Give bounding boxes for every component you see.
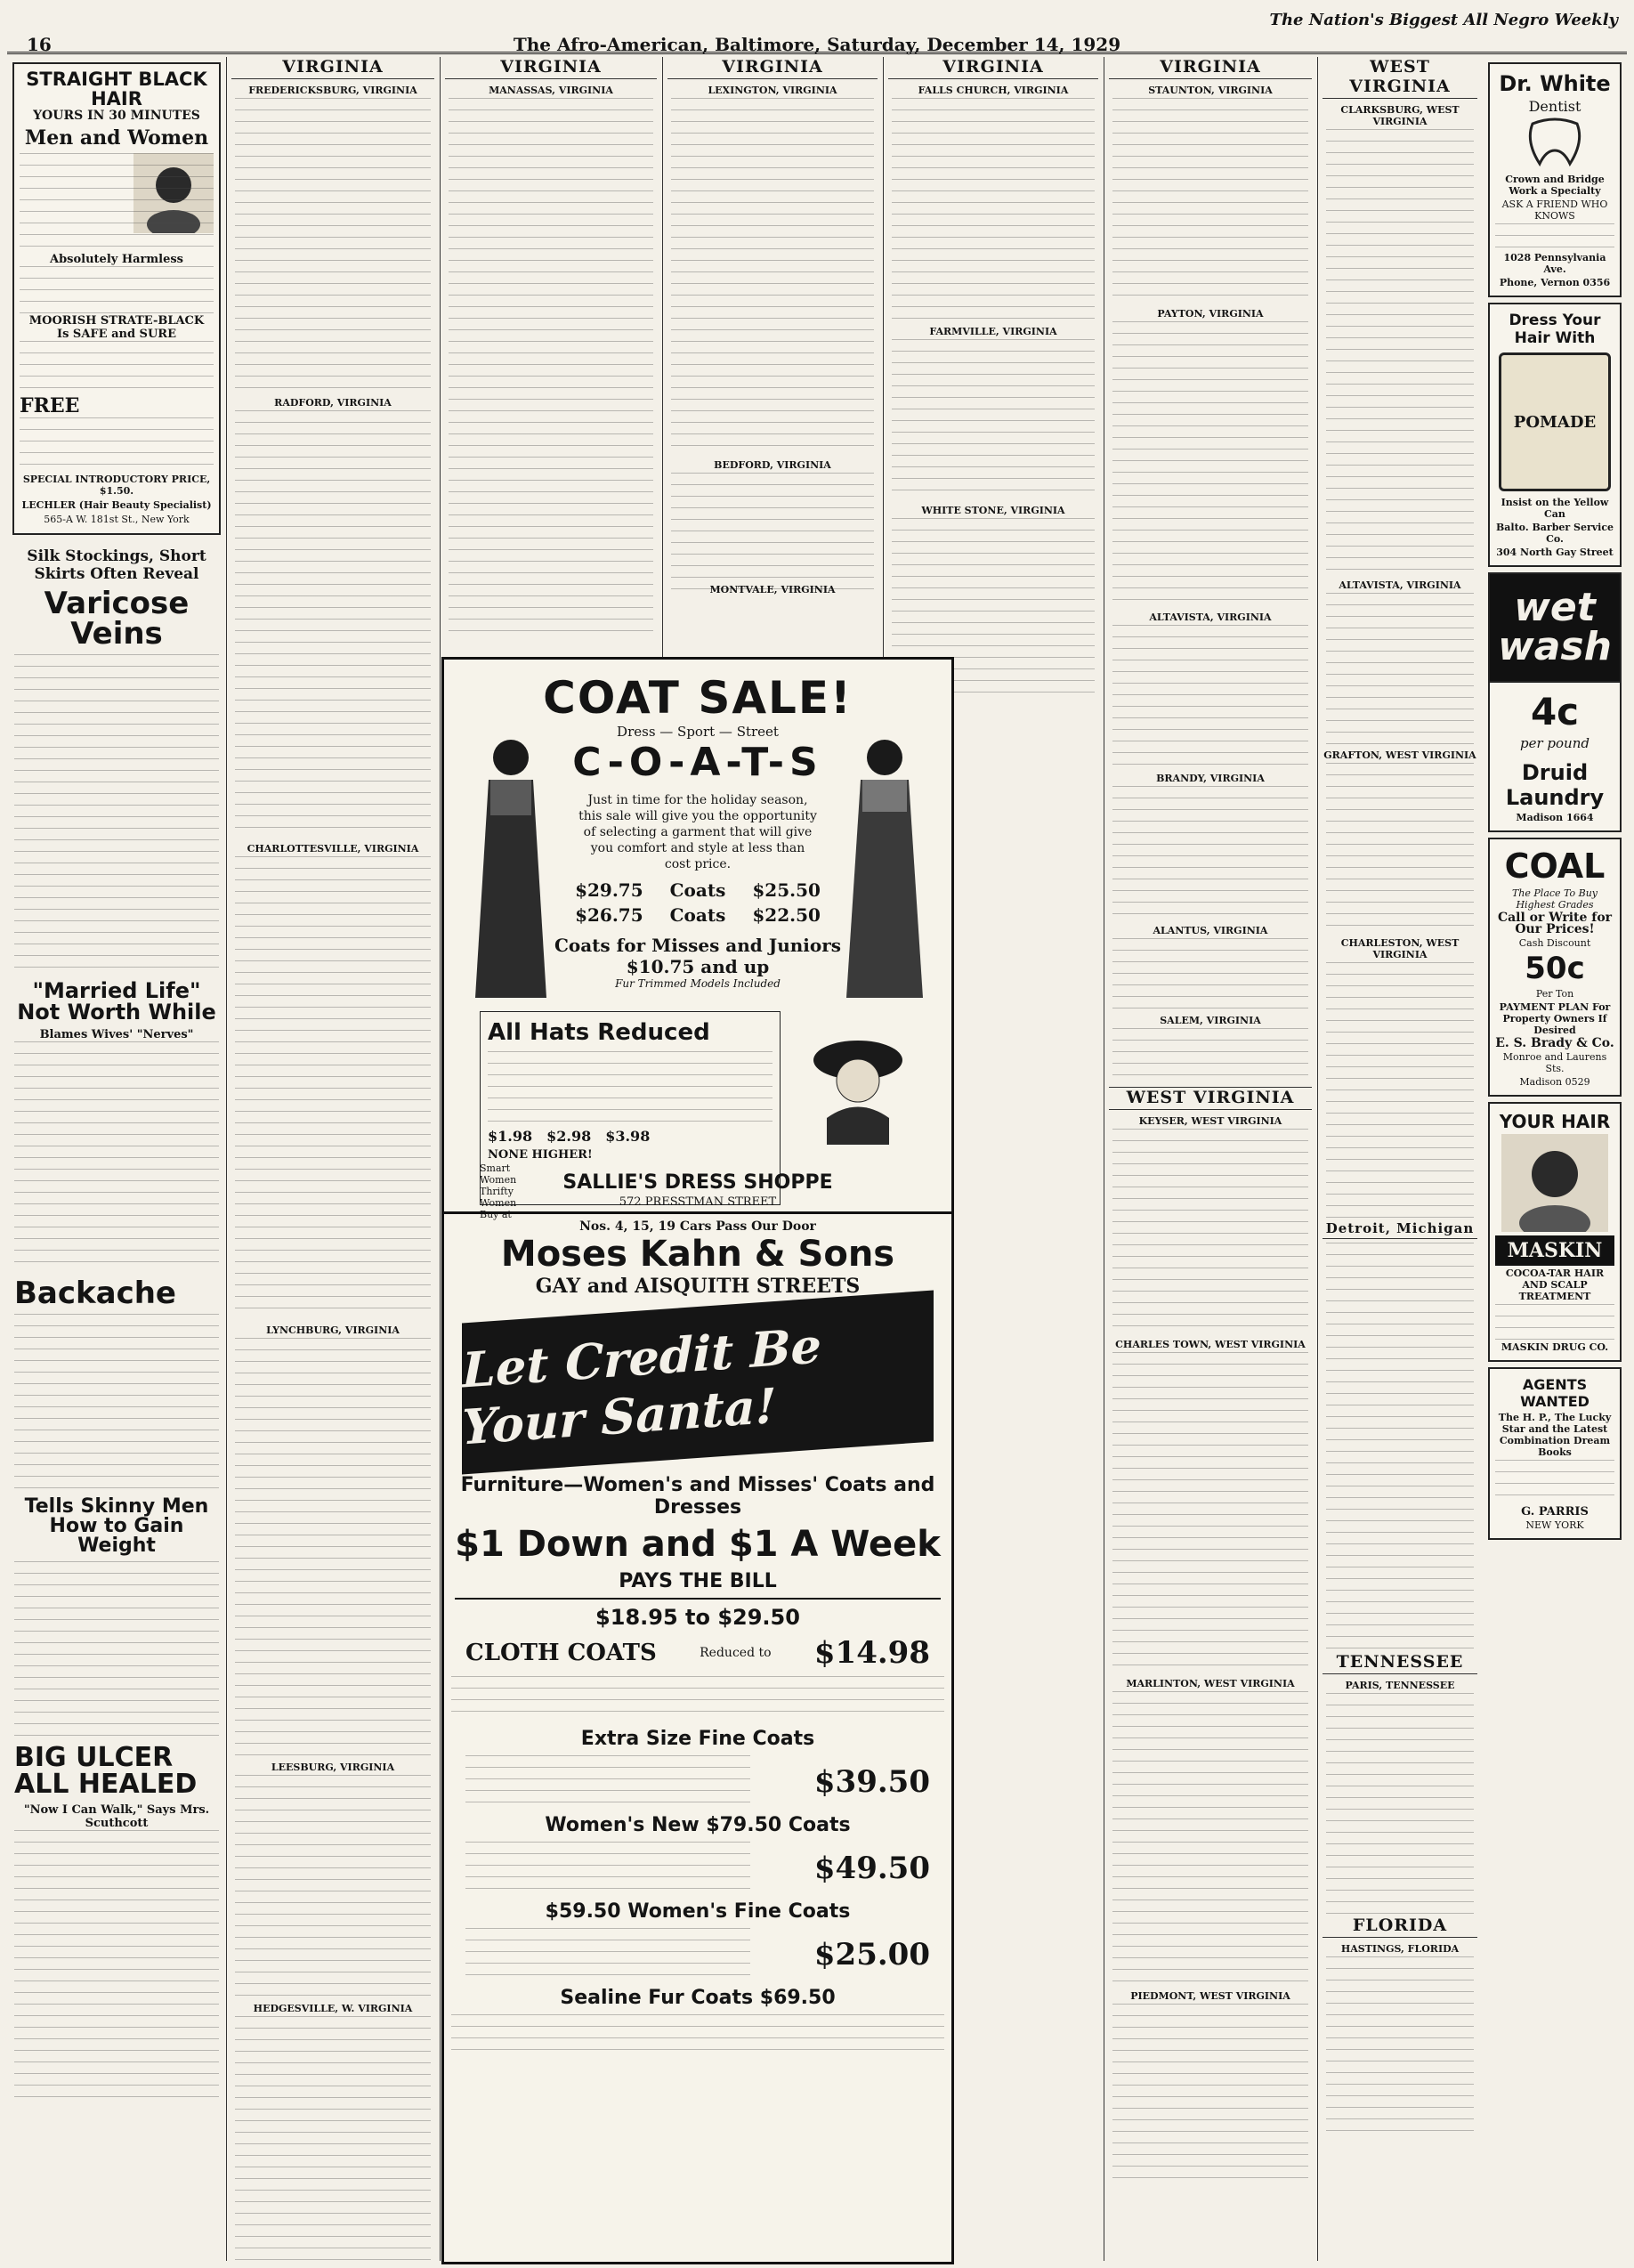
- blames-subhead: Blames Wives' "Nerves": [39, 1028, 194, 1042]
- hair-ad-address: 565-A W. 181st St., New York: [44, 514, 190, 526]
- page-number: 16: [27, 34, 52, 55]
- hair-ad-product: MOORISH STRATE-BLACK: [28, 314, 205, 328]
- virginia-column-1: [228, 57, 438, 2261]
- silk-headline: Silk Stockings, Short Skirts Often Reveal: [27, 547, 206, 584]
- story-body: [235, 1338, 431, 1756]
- dentist-phone: Phone, Vernon 0356: [1499, 277, 1611, 288]
- story-body: [1326, 763, 1474, 932]
- story-body: [1112, 786, 1308, 919]
- pomade-address: 304 North Gay Street: [1496, 547, 1614, 558]
- furniture-line: Furniture—Women's and Misses' Coats and Dresses: [460, 1474, 935, 1519]
- story-body: [1112, 1129, 1308, 1333]
- dateline: SALEM, VIRGINIA: [1160, 1015, 1261, 1026]
- story-body: [1112, 625, 1308, 767]
- hair-ad-title: STRAIGHT BLACK HAIR: [26, 69, 207, 110]
- story-body: [235, 98, 431, 392]
- dateline: FREDERICKSBURG, VIRGINIA: [248, 85, 417, 96]
- woman-portrait-icon: [1501, 1134, 1608, 1232]
- maskin-product: COCOA-TAR HAIR AND SCALP TREATMENT: [1505, 1268, 1605, 1302]
- hair-ad-men-women: Men and Women: [24, 126, 209, 150]
- misses-coats: Coats for Misses and Juniors: [554, 935, 842, 956]
- extra-size: Extra Size Fine Coats: [580, 1728, 815, 1750]
- misses-price: $10.75 and up: [626, 956, 770, 977]
- womens-new-body: [465, 1842, 750, 1895]
- pomade-headline: Dress Your Hair With: [1509, 312, 1601, 347]
- pomade-company: Balto. Barber Service Co.: [1495, 522, 1614, 545]
- section-head-virginia: VIRGINIA: [888, 57, 1098, 79]
- coal-title: COAL: [1504, 846, 1606, 886]
- skinny-body: [14, 1561, 219, 1739]
- dentist-title: Dentist: [1528, 98, 1581, 115]
- cars-line: Nos. 4, 15, 19 Cars Pass Our Door: [579, 1219, 816, 1234]
- smart-women: Smart Women Thrifty Women Buy at: [480, 1162, 517, 1220]
- west-virginia-column: [1319, 57, 1481, 2261]
- coal-line-2: Call or Write for Our Prices!: [1497, 911, 1613, 936]
- cloth-body: [451, 1676, 944, 1722]
- hair-ad-harmless: Absolutely Harmless: [49, 253, 183, 267]
- coat-types: Dress — Sport — Street: [617, 724, 779, 740]
- maskin-company: MASKIN DRUG CO.: [1501, 1341, 1609, 1353]
- story-body: [1112, 938, 1308, 1009]
- coat-price: $25.50: [752, 879, 821, 901]
- coat-label: Coats: [669, 904, 726, 926]
- coal-per-ton: Per Ton: [1535, 988, 1574, 1000]
- story-body: [1112, 1691, 1308, 1985]
- hair-ad: [12, 62, 221, 535]
- dateline: MANASSAS, VIRGINIA: [489, 85, 613, 96]
- dateline: PARIS, TENNESSEE: [1345, 1680, 1455, 1691]
- dentist-ask: ASK A FRIEND WHO KNOWS: [1501, 198, 1608, 222]
- dateline: PAYTON, VIRGINIA: [1157, 308, 1264, 320]
- coat-price: $29.75: [575, 879, 643, 901]
- section-head-west-virginia: WEST VIRGINIA: [1323, 57, 1477, 99]
- dateline: LEXINGTON, VIRGINIA: [708, 85, 837, 96]
- married-body: [14, 1041, 219, 1273]
- hat-price: $2.98: [546, 1128, 592, 1145]
- dateline: CHARLES TOWN, WEST VIRGINIA: [1115, 1339, 1306, 1350]
- dentist-crown: Crown and Bridge Work a Specialty: [1505, 174, 1605, 197]
- dateline: KEYSER, WEST VIRGINIA: [1138, 1115, 1282, 1127]
- agent-city: NEW YORK: [1525, 1519, 1584, 1531]
- fur-trimmed: Fur Trimmed Models Included: [615, 977, 781, 990]
- story-body: [1326, 1693, 1474, 1916]
- coal-phone: Madison 0529: [1519, 1076, 1590, 1088]
- hair-ad-sub: YOURS IN 30 MINUTES: [33, 109, 200, 124]
- story-body: [235, 410, 431, 838]
- married-headline: "Married Life" Not Worth While: [17, 978, 216, 1025]
- coat-sale-blurb: Just in time for the holiday season, this sale will give you the opportunity of selecting a garment that will give you comfort and style at less than cost price.: [578, 793, 817, 871]
- ulcer-line-1: BIG ULCER: [14, 1742, 174, 1774]
- cloth-coats: CLOTH COATS: [465, 1640, 657, 1666]
- pays-the-bill: PAYS THE BILL: [619, 1570, 777, 1592]
- story-body: [892, 98, 1095, 320]
- dateline: CHARLESTON, WEST VIRGINIA: [1340, 937, 1460, 960]
- ulcer-line-2: ALL HEALED: [14, 1769, 198, 1801]
- dateline: ALTAVISTA, VIRGINIA: [1339, 579, 1461, 591]
- story-body: [1326, 962, 1474, 1220]
- store-address: GAY and AISQUITH STREETS: [535, 1275, 861, 1298]
- story-body: [1112, 321, 1308, 606]
- column-rule: [226, 57, 227, 2261]
- wet-wash-price: 4c: [1530, 690, 1580, 733]
- womens-new-row: [465, 1842, 930, 1895]
- extra-body: [465, 1755, 750, 1809]
- your-hair-headline: YOUR HAIR: [1499, 1111, 1611, 1132]
- story-body: [1112, 1352, 1308, 1673]
- coat-price: $26.75: [575, 904, 643, 926]
- dateline: FALLS CHURCH, VIRGINIA: [918, 85, 1069, 96]
- laundry-name: Druid Laundry: [1505, 760, 1605, 810]
- agents-wanted: AGENTS WANTED: [1520, 1376, 1590, 1410]
- hair-ad-body4: [20, 417, 214, 471]
- dentist-name: Dr. White: [1499, 71, 1611, 96]
- dateline: CHARLOTTESVILLE, VIRGINIA: [247, 843, 419, 855]
- tooth-icon: [1515, 115, 1595, 168]
- maskin-body: [1495, 1304, 1614, 1340]
- section-head-virginia: VIRGINIA: [231, 57, 434, 79]
- backache-headline: Backache: [14, 1276, 176, 1312]
- section-head-florida: FLORIDA: [1323, 1916, 1477, 1938]
- story-body: [235, 2016, 431, 2261]
- laundry-ad: [1488, 683, 1622, 832]
- hair-ad-body2: [20, 266, 214, 314]
- dateline: GRAFTON, WEST VIRGINIA: [1323, 749, 1476, 761]
- coal-discount: 50c: [1525, 951, 1585, 986]
- coats-word: C-O-A-T-S: [572, 740, 823, 785]
- pomade-label: POMADE: [1513, 412, 1597, 432]
- coal-line-1: The Place To Buy Highest Grades: [1511, 887, 1598, 911]
- sealine-coats: Sealine Fur Coats $69.50: [560, 1987, 836, 2009]
- dateline: LYNCHBURG, VIRGINIA: [266, 1324, 400, 1336]
- story-body: [892, 339, 1095, 499]
- paper-dateline: The Afro-American, Baltimore, Saturday, December 14, 1929: [513, 34, 1121, 55]
- hair-ad-body: [20, 153, 214, 253]
- story-body: [1112, 98, 1308, 303]
- dateline: WHITE STONE, VIRGINIA: [921, 505, 1065, 516]
- dateline: HASTINGS, FLORIDA: [1340, 1943, 1460, 1955]
- virginia-column-5: [1105, 57, 1315, 2261]
- section-head-virginia: VIRGINIA: [667, 57, 878, 79]
- section-head-virginia: VIRGINIA: [445, 57, 657, 79]
- right-ad-column: [1483, 57, 1627, 2261]
- maskin-logo: MASKIN: [1495, 1235, 1614, 1266]
- dateline: ALTAVISTA, VIRGINIA: [1149, 612, 1272, 623]
- womens-new-price: $49.50: [813, 1851, 930, 1886]
- story-body: [1326, 1956, 1474, 2134]
- shop-name: SALLIE'S DRESS SHOPPE: [562, 1171, 833, 1194]
- dateline: PIEDMONT, WEST VIRGINIA: [1130, 1990, 1290, 2002]
- story-body: [1326, 129, 1474, 574]
- column-rule: [440, 57, 441, 2261]
- dateline: FARMVILLE, VIRGINIA: [929, 326, 1057, 337]
- dateline: CLARKSBURG, WEST VIRGINIA: [1340, 104, 1460, 127]
- section-head-detroit: Detroit, Michigan: [1323, 1220, 1477, 1239]
- story-body: [1326, 593, 1474, 744]
- varicose-body: [14, 654, 219, 975]
- hair-ad-free: FREE: [20, 394, 80, 418]
- tagline: The Nation's Biggest All Negro Weekly: [1269, 11, 1618, 29]
- story-body: [671, 98, 874, 454]
- laundry-phone: Madison 1664: [1516, 812, 1594, 823]
- hats-title: All Hats Reduced: [488, 1019, 710, 1046]
- womens-fine-price: $25.00: [813, 1937, 930, 1972]
- womens-fine-body: [465, 1928, 750, 1981]
- store-name: Moses Kahn & Sons: [500, 1234, 895, 1275]
- section-head-tennessee: TENNESSEE: [1323, 1652, 1477, 1674]
- column-4-lower: [664, 579, 881, 597]
- story-body: [1326, 1243, 1474, 1652]
- masthead-rule: [7, 52, 1627, 54]
- cloth-price: $14.98: [813, 1635, 930, 1671]
- moses-kahn-ad: [444, 1211, 951, 2262]
- story-body: [1112, 1028, 1308, 1081]
- dateline: ALANTUS, VIRGINIA: [1153, 925, 1268, 936]
- hair-ad-maker: LECHLER (Hair Beauty Specialist): [21, 499, 212, 512]
- story-body: [449, 98, 653, 632]
- skinny-line-2: How to Gain: [49, 1515, 184, 1538]
- woman-in-coat-illustration-icon: [836, 731, 934, 1016]
- extra-row: [465, 1755, 930, 1809]
- hat-price: $3.98: [605, 1128, 651, 1145]
- hair-ad-safe: Is SAFE and SURE: [57, 328, 176, 342]
- dateline: BRANDY, VIRGINIA: [1156, 773, 1265, 784]
- hats-prices: [488, 1128, 773, 1145]
- wet-wash-title: wet wash: [1498, 585, 1612, 669]
- dream-book-body: [1495, 1460, 1614, 1504]
- coat-sale-ad: [441, 657, 954, 2264]
- extra-price: $39.50: [813, 1764, 930, 1800]
- reduced-to: Reduced to: [700, 1646, 772, 1660]
- womens-new: Women's New $79.50 Coats: [545, 1814, 851, 1836]
- story-body: [235, 856, 431, 1319]
- hats-body: [488, 1051, 773, 1122]
- coal-payment: PAYMENT PLAN For Property Owners If Desired: [1499, 1001, 1611, 1036]
- backache-body: [14, 1314, 219, 1492]
- per-pound: per pound: [1520, 735, 1590, 751]
- dateline: BEDFORD, VIRGINIA: [714, 459, 831, 471]
- coat-label: Coats: [669, 879, 726, 901]
- none-higher: NONE HIGHER!: [488, 1148, 593, 1162]
- coal-line-3: Cash Discount: [1518, 937, 1591, 949]
- womens-fine: $59.50 Women's Fine Coats: [545, 1900, 851, 1923]
- ulcer-body: [14, 1830, 219, 2097]
- section-head-virginia: VIRGINIA: [1109, 57, 1312, 79]
- dream-book-ad: [1488, 1367, 1622, 1540]
- wet-wash-ad: [1488, 572, 1622, 683]
- dateline: MARLINTON, WEST VIRGINIA: [1126, 1678, 1295, 1689]
- coal-ad: [1488, 838, 1622, 1097]
- dentist-address: 1028 Pennsylvania Ave.: [1503, 252, 1606, 275]
- dentist-ad: [1488, 62, 1622, 297]
- skinny-line-1: Tells Skinny Men: [24, 1495, 209, 1519]
- coat-price: $22.50: [752, 904, 821, 926]
- woman-in-coat-illustration-icon: [462, 731, 560, 1016]
- agent-name: G. PARRIS: [1521, 1505, 1589, 1519]
- dateline: STAUNTON, VIRGINIA: [1148, 85, 1273, 96]
- shop-address: 572 PRESSTMAN STREET: [619, 1195, 777, 1209]
- hair-ad-body3: [20, 341, 214, 394]
- story-body: [1112, 2004, 1308, 2182]
- ulcer-quote: "Now I Can Walk," Says Mrs. Scuthcott: [23, 1803, 210, 1831]
- pomade-can-icon: [1499, 352, 1611, 491]
- hair-ad-offer: SPECIAL INTRODUCTORY PRICE, $1.50.: [22, 474, 211, 498]
- coat-sale-title: COAT SALE!: [543, 672, 853, 724]
- pomade-ad: [1488, 303, 1622, 567]
- left-ad-column: [7, 57, 226, 2261]
- skinny-line-3: Weight: [77, 1535, 156, 1558]
- cloth-coats-row: [465, 1635, 930, 1671]
- masthead: [7, 4, 1627, 53]
- dateline: MONTVALE, VIRGINIA: [709, 584, 836, 595]
- credit-terms: $1 Down and $1 A Week: [455, 1524, 941, 1565]
- hat-model-illustration-icon: [800, 1011, 916, 1145]
- column-rule: [1317, 57, 1318, 2261]
- dream-books: The H. P., The Lucky Star and the Latest Combination Dream Books: [1498, 1412, 1612, 1458]
- pomade-insist: Insist on the Yellow Can: [1501, 497, 1609, 520]
- santa-banner: Let Credit Be Your Santa!: [462, 1290, 934, 1474]
- coal-company: E. S. Brady & Co.: [1495, 1036, 1614, 1050]
- cloth-range: $18.95 to $29.50: [455, 1598, 941, 1630]
- coal-address: Monroe and Laurens Sts.: [1502, 1051, 1607, 1074]
- dateline: HEDGESVILLE, W. VIRGINIA: [253, 2003, 413, 2014]
- dateline: RADFORD, VIRGINIA: [274, 397, 392, 409]
- dateline: LEESBURG, VIRGINIA: [271, 1762, 395, 1773]
- section-head-west-virginia: WEST VIRGINIA: [1109, 1087, 1312, 1110]
- dentist-body: [1495, 223, 1614, 250]
- varicose-headline: Varicose Veins: [44, 586, 190, 652]
- maskin-ad: [1488, 1102, 1622, 1362]
- womens-fine-row: [465, 1928, 930, 1981]
- story-body: [235, 1775, 431, 1997]
- hat-price: $1.98: [488, 1128, 533, 1145]
- sealine-body: [451, 2014, 944, 2055]
